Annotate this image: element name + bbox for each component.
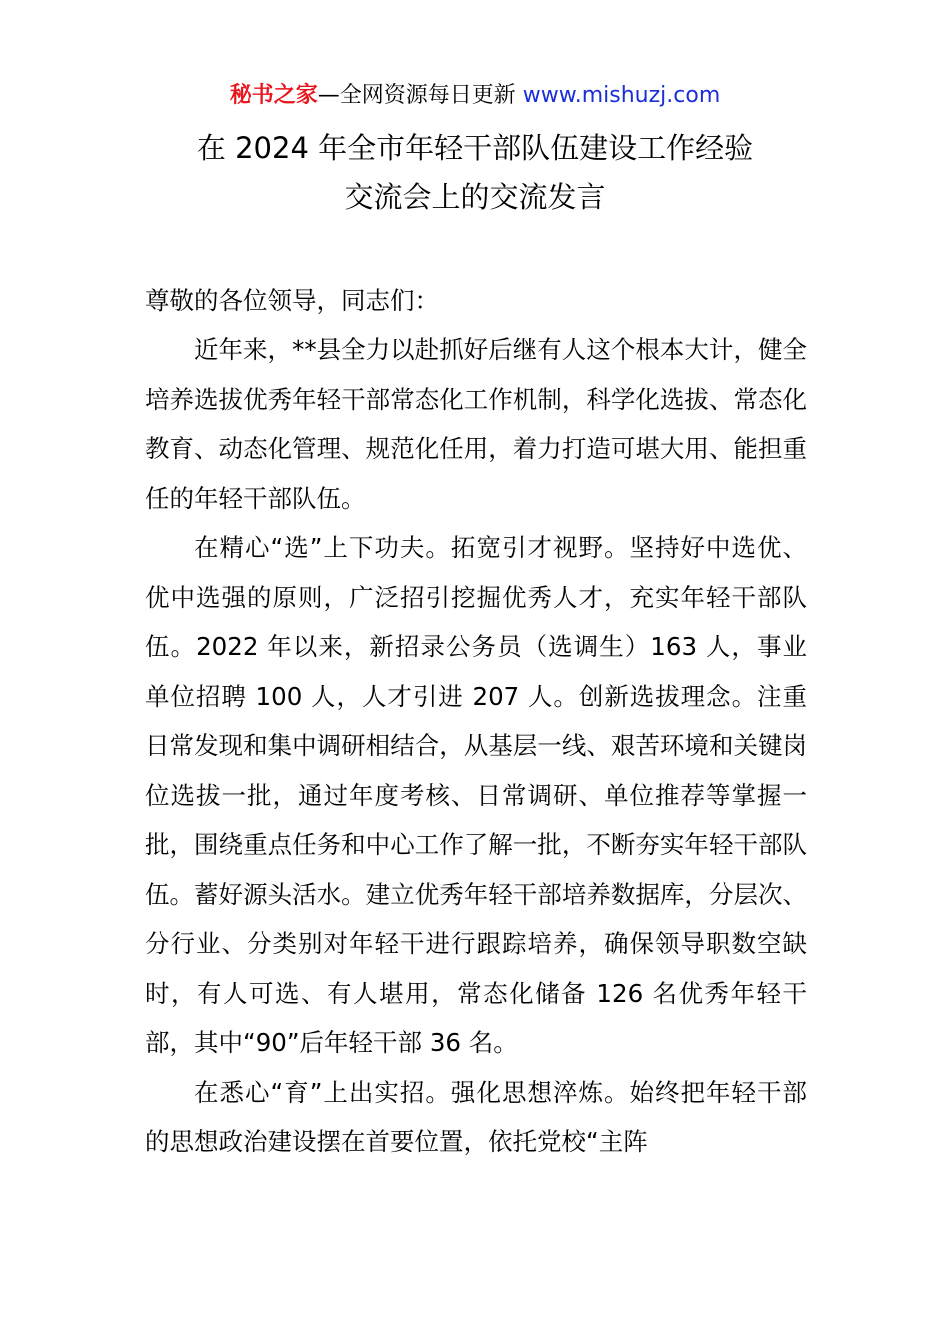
paragraph-cultivation: 在悉心“育”上出实招。强化思想淬炼。始终把年轻干部的思想政治建设摆在首要位置，依托党校“主阵 [145,1077,807,1156]
document-title-line-1: 在 2024 年全市年轻干部队伍建设工作经验 [196,131,754,165]
site-header [0,80,950,112]
document-title [0,124,950,222]
site-url: www.mishuzj.com [522,83,721,108]
site-tagline: —全网资源每日更新 [317,83,523,108]
site-name: 秘书之家 [229,83,318,108]
document-title-line-2: 交流会上的交流发言 [344,180,606,214]
body-text [145,325,807,1167]
paragraph-selection: 在精心“选”上下功夫。拓宽引才视野。坚持好中选优、优中选强的原则，广泛招引挖掘优秀人才，充实年轻干部队伍。2022 年以来，新招录公务员（选调生）163 人，事业单位招聘 100 人，人才引进 207 人。创新选拔理念。注重日常发现和集中调研相结合，从基层一线、艰苦环境和关键岗位选拔一批，通过年度考核、日常调研、单位推荐等掌握一批，围绕重点任务和中心工作了解一批，不断夯实年轻干部队伍。蓄好源头活水。建立优秀年轻干部培养数据库，分层次、分行业、分类别对年轻干进行跟踪培养，确保领导职数空缺时，有人可选、有人堪用，常态化储备 126 名优秀年轻干部，其中“90”后年轻干部 36 名。 [145,533,807,1057]
salutation: 尊敬的各位领导，同志们： [145,286,439,315]
paragraph-intro: 近年来，**县全力以赴抓好后继有人这个根本大计，健全培养选拔优秀年轻干部常态化工作机制，科学化选拔、常态化教育、动态化管理、规范化任用，着力打造可堪大用、能担重任的年轻干部队伍。 [145,335,807,513]
